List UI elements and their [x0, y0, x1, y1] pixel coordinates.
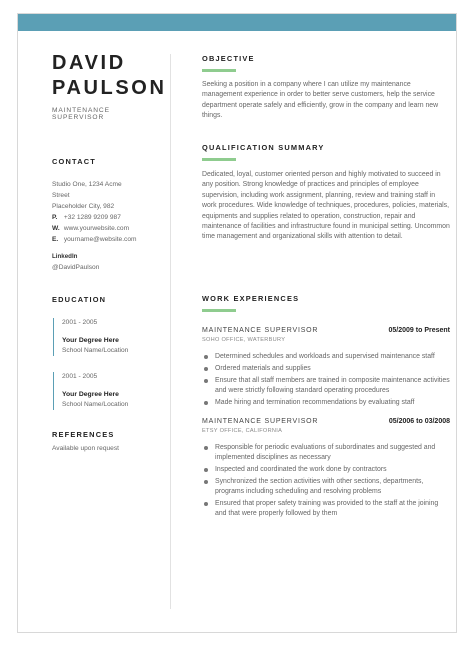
- qualification-text: Dedicated, loyal, customer oriented person and highly motivated to succeed in any position. Strong knowledge of practices and principles of employee supervision, including work assignment, planning, review and training staff in work procedures. Wide knowledge of techniques, procedures, policies, materials, equipments and supplies related to operation, construction, repair and maintenance of facilities and infrastructure found in municipal setting. Uncommon time management and organizational skills with attention to detail.: [202, 171, 450, 241]
- work-section: [202, 294, 450, 521]
- job-entry-company: ETSY OFFICE, CALIFORNIA: [202, 427, 283, 434]
- education-years: 2001 - 2005: [62, 319, 98, 326]
- resume-page: [17, 13, 457, 633]
- linkedin-label: LinkedIn: [52, 253, 78, 260]
- job-bullet: Ensured that proper safety training was provided to the staff at the joining and that were properly followed by them: [202, 499, 450, 520]
- work-underline: [202, 309, 236, 312]
- phone-row: [52, 212, 162, 223]
- objective-heading: OBJECTIVE: [202, 54, 255, 63]
- contact-section: [52, 157, 162, 273]
- email-row: [52, 234, 162, 245]
- job-entry-company: SOHO OFFICE, WATERBURY: [202, 337, 286, 343]
- left-column: [52, 51, 167, 455]
- web-row: [52, 223, 162, 234]
- linkedin-handle[interactable]: @DavidPaulson: [52, 264, 100, 271]
- address-line-2: Street: [52, 192, 70, 199]
- email-label: E.: [52, 236, 59, 243]
- first-name: DAVID: [52, 52, 126, 74]
- job-entry-dates: 05/2006 to 03/2008: [388, 417, 450, 425]
- job-bullet: Synchronized the section activities with other sections, departments, programs including scheduling and resolving problems: [202, 477, 450, 498]
- last-name: PAULSON: [52, 77, 167, 99]
- education-heading: EDUCATION: [52, 295, 107, 304]
- job-bullet: Ensure that all staff members are trained in composite maintenance activities and were strictly following standard operating procedures: [202, 376, 450, 397]
- header-accent-bar: [18, 14, 456, 31]
- education-section: [52, 295, 162, 410]
- qualification-underline: [202, 158, 236, 161]
- job-bullet: Responsible for periodic evaluations of subordinates and suggested and implemented disciplines as necessary: [202, 443, 450, 464]
- phone-value: +32 1289 9209 987: [63, 214, 121, 221]
- job-bullet: Determined schedules and workloads and supervised maintenance staff: [202, 352, 450, 362]
- education-degree: Your Degree Here: [62, 337, 119, 344]
- contact-heading: CONTACT: [52, 157, 96, 166]
- job-bullet: Made hiring and termination recommendations by evaluating staff: [202, 398, 450, 408]
- education-school: School Name/Location: [62, 347, 129, 354]
- job-bullet: Ordered materials and supplies: [202, 364, 450, 374]
- job-entry-title: MAINTENANCE SUPERVISOR: [202, 417, 319, 425]
- education-school: School Name/Location: [62, 401, 129, 408]
- email-link[interactable]: yourname@website.com: [63, 236, 137, 243]
- education-years: 2001 - 2005: [62, 373, 98, 380]
- objective-underline: [202, 69, 236, 72]
- phone-label: P.: [52, 214, 58, 221]
- objective-text: Seeking a position in a company where I can utilize my maintenance management experience in order to better serve customers, help the service department operate safely and efficiently, grow in the company and learn new things.: [202, 81, 439, 120]
- job-entry-title: MAINTENANCE SUPERVISOR: [202, 327, 319, 334]
- education-entry: [53, 318, 162, 356]
- address-line-1: Studio One, 1234 Acme: [52, 181, 122, 188]
- address-line-3: Placeholder City, 982: [52, 203, 115, 210]
- job-entry: [202, 327, 450, 409]
- work-heading: WORK EXPERIENCES: [202, 294, 300, 303]
- education-entry: [53, 372, 162, 410]
- job-entry: [202, 418, 450, 520]
- references-text: Available upon request: [52, 445, 119, 452]
- references-section: [52, 430, 162, 455]
- web-label: W.: [52, 225, 60, 232]
- web-link[interactable]: www.yourwebsite.com: [63, 225, 130, 232]
- objective-section: [202, 54, 450, 122]
- qualification-section: [202, 143, 450, 243]
- education-degree: Your Degree Here: [62, 391, 119, 398]
- job-entry-dates: 05/2009 to Present: [388, 327, 450, 334]
- job-bullet: Inspected and coordinated the work done by contractors: [202, 465, 450, 475]
- qualification-heading: QUALIFICATION SUMMARY: [202, 143, 325, 152]
- job-title: MAINTENANCE SUPERVISOR: [52, 107, 110, 121]
- references-heading: REFERENCES: [52, 430, 115, 439]
- column-divider: [170, 54, 171, 609]
